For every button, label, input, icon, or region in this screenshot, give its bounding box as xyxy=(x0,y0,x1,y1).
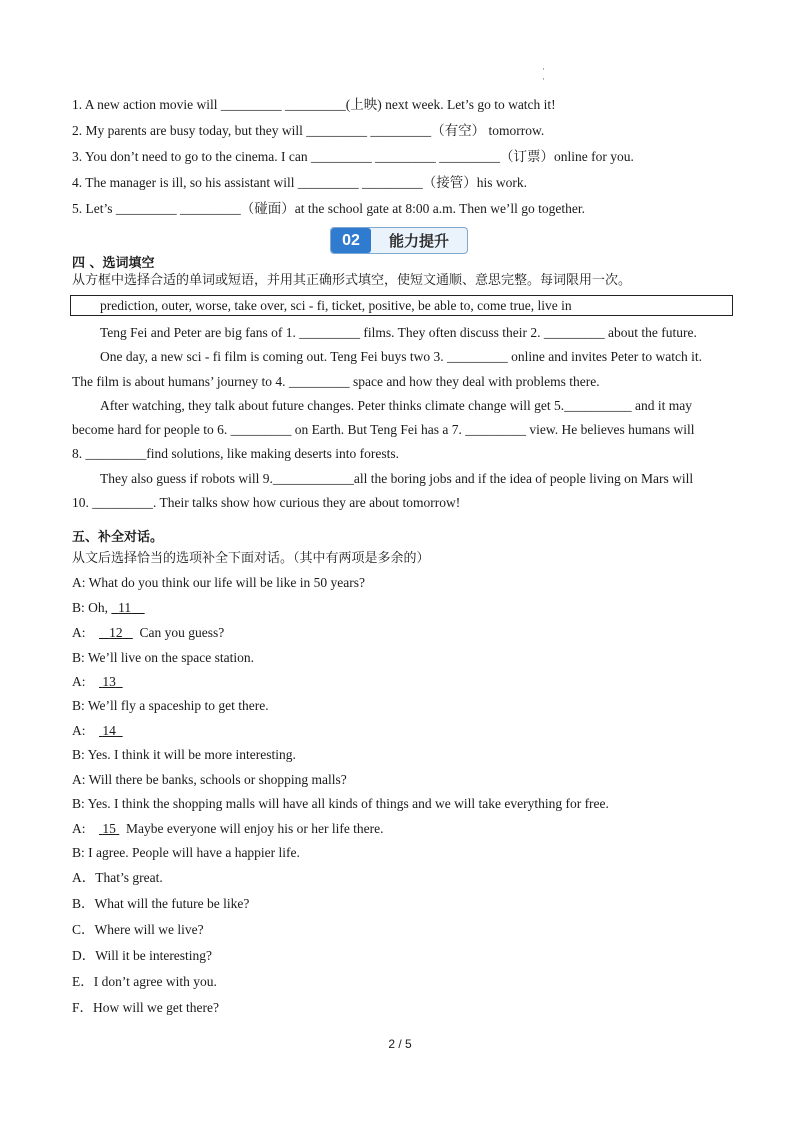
dialogue-blank-15: 15 xyxy=(102,821,116,836)
option-c: C．Where will we live? xyxy=(72,922,204,937)
passage-line-7: They also guess if robots will 9.____________all the boring jobs and if the idea of people living on Mars will xyxy=(100,471,694,486)
section5-instruction: 从文后选择恰当的选项补全下面对话。（其中有两项是多余的） xyxy=(72,551,430,566)
option-d: D．Will it be interesting? xyxy=(72,948,213,963)
dialogue-blank-12: 12 xyxy=(109,625,123,640)
translation-item-3: 3. You don’t need to go to the cinema. I can _________ _________ _________（订票）online for you. xyxy=(72,149,634,164)
option-a: A．That’s great. xyxy=(72,870,163,885)
dialogue-line: B: Yes. I think the shopping malls will have all kinds of things and we will take everything for free. xyxy=(72,796,609,811)
passage-line-8: 10. _________. Their talks show how curious they are about tomorrow! xyxy=(72,495,461,510)
passage-line-5: become hard for people to 6. _________ on Earth. But Teng Fei has a 7. _________ view. He believes humans will xyxy=(72,422,695,437)
header-mark: · · xyxy=(542,64,545,84)
passage-line-6: 8. _________find solutions, like making deserts into forests. xyxy=(72,446,399,461)
translation-item-5: 5. Let’s _________ _________（碰面）at the school gate at 8:00 a.m. Then we’ll go together. xyxy=(72,201,586,216)
passage-line-4: After watching, they talk about future changes. Peter thinks climate change will get 5.__________ and it may xyxy=(100,398,692,413)
section5-heading: 五、补全对话。 xyxy=(72,530,164,545)
dialogue-blank-11: 11 xyxy=(118,600,132,615)
section-badge xyxy=(330,227,468,254)
option-e: E．I don’t agree with you. xyxy=(72,974,217,989)
dialogue-line: A: 15 Maybe everyone will enjoy his or her life there. xyxy=(72,821,384,836)
dialogue-blank-13: 13 xyxy=(102,674,116,689)
option-f: F．How will we get there? xyxy=(72,1000,219,1015)
section4-heading: 四 、选词填空 xyxy=(72,256,155,271)
translation-item-2: 2. My parents are busy today, but they will _________ _________（有空） tomorrow. xyxy=(72,123,545,138)
section-badge-number: 02 xyxy=(331,228,371,253)
passage-line-1: Teng Fei and Peter are big fans of 1. _________ films. They often discuss their 2. _________ about the future. xyxy=(100,325,697,340)
dialogue-blank-14: 14 xyxy=(102,723,116,738)
option-b: B．What will the future be like? xyxy=(72,896,250,911)
dialogue-line: A: Will there be banks, schools or shopping malls? xyxy=(72,772,347,787)
section4-instruction: 从方框中选择合适的单词或短语，并用其正确形式填空，使短文通顺、意思完整。每词限用一次。 xyxy=(72,273,632,288)
dialogue-line: B: We’ll live on the space station. xyxy=(72,650,254,665)
word-box xyxy=(70,295,733,316)
page-number: 2 / 5 xyxy=(388,1037,412,1051)
dialogue-line: B: We’ll fly a spaceship to get there. xyxy=(72,698,269,713)
passage-line-2: One day, a new sci - fi film is coming out. Teng Fei buys two 3. _________ online and invites Peter to watch it. xyxy=(100,349,702,364)
dialogue-line: B: Yes. I think it will be more interesting. xyxy=(72,747,296,762)
dialogue-line: A: 13 xyxy=(72,673,123,691)
dialogue-line: A: 12 Can you guess? xyxy=(72,625,225,640)
translation-item-1: 1. A new action movie will _________ _________(上映) next week. Let’s go to watch it! xyxy=(72,97,556,112)
section-badge-title: 能力提升 xyxy=(388,232,449,250)
translation-item-4: 4. The manager is ill, so his assistant will _________ _________（接管）his work. xyxy=(72,175,527,190)
dialogue-line: A: 14 xyxy=(72,722,123,740)
dialogue-line: B: I agree. People will have a happier life. xyxy=(72,845,300,860)
dialogue-line: A: What do you think our life will be like in 50 years? xyxy=(72,575,365,590)
word-box-text: prediction, outer, worse, take over, sci - fi, ticket, positive, be able to, come true, live in xyxy=(100,298,572,313)
dialogue-line: B: Oh, 11 xyxy=(72,599,145,617)
passage-line-3: The film is about humans’ journey to 4. _________ space and how they deal with problems there. xyxy=(72,374,600,389)
